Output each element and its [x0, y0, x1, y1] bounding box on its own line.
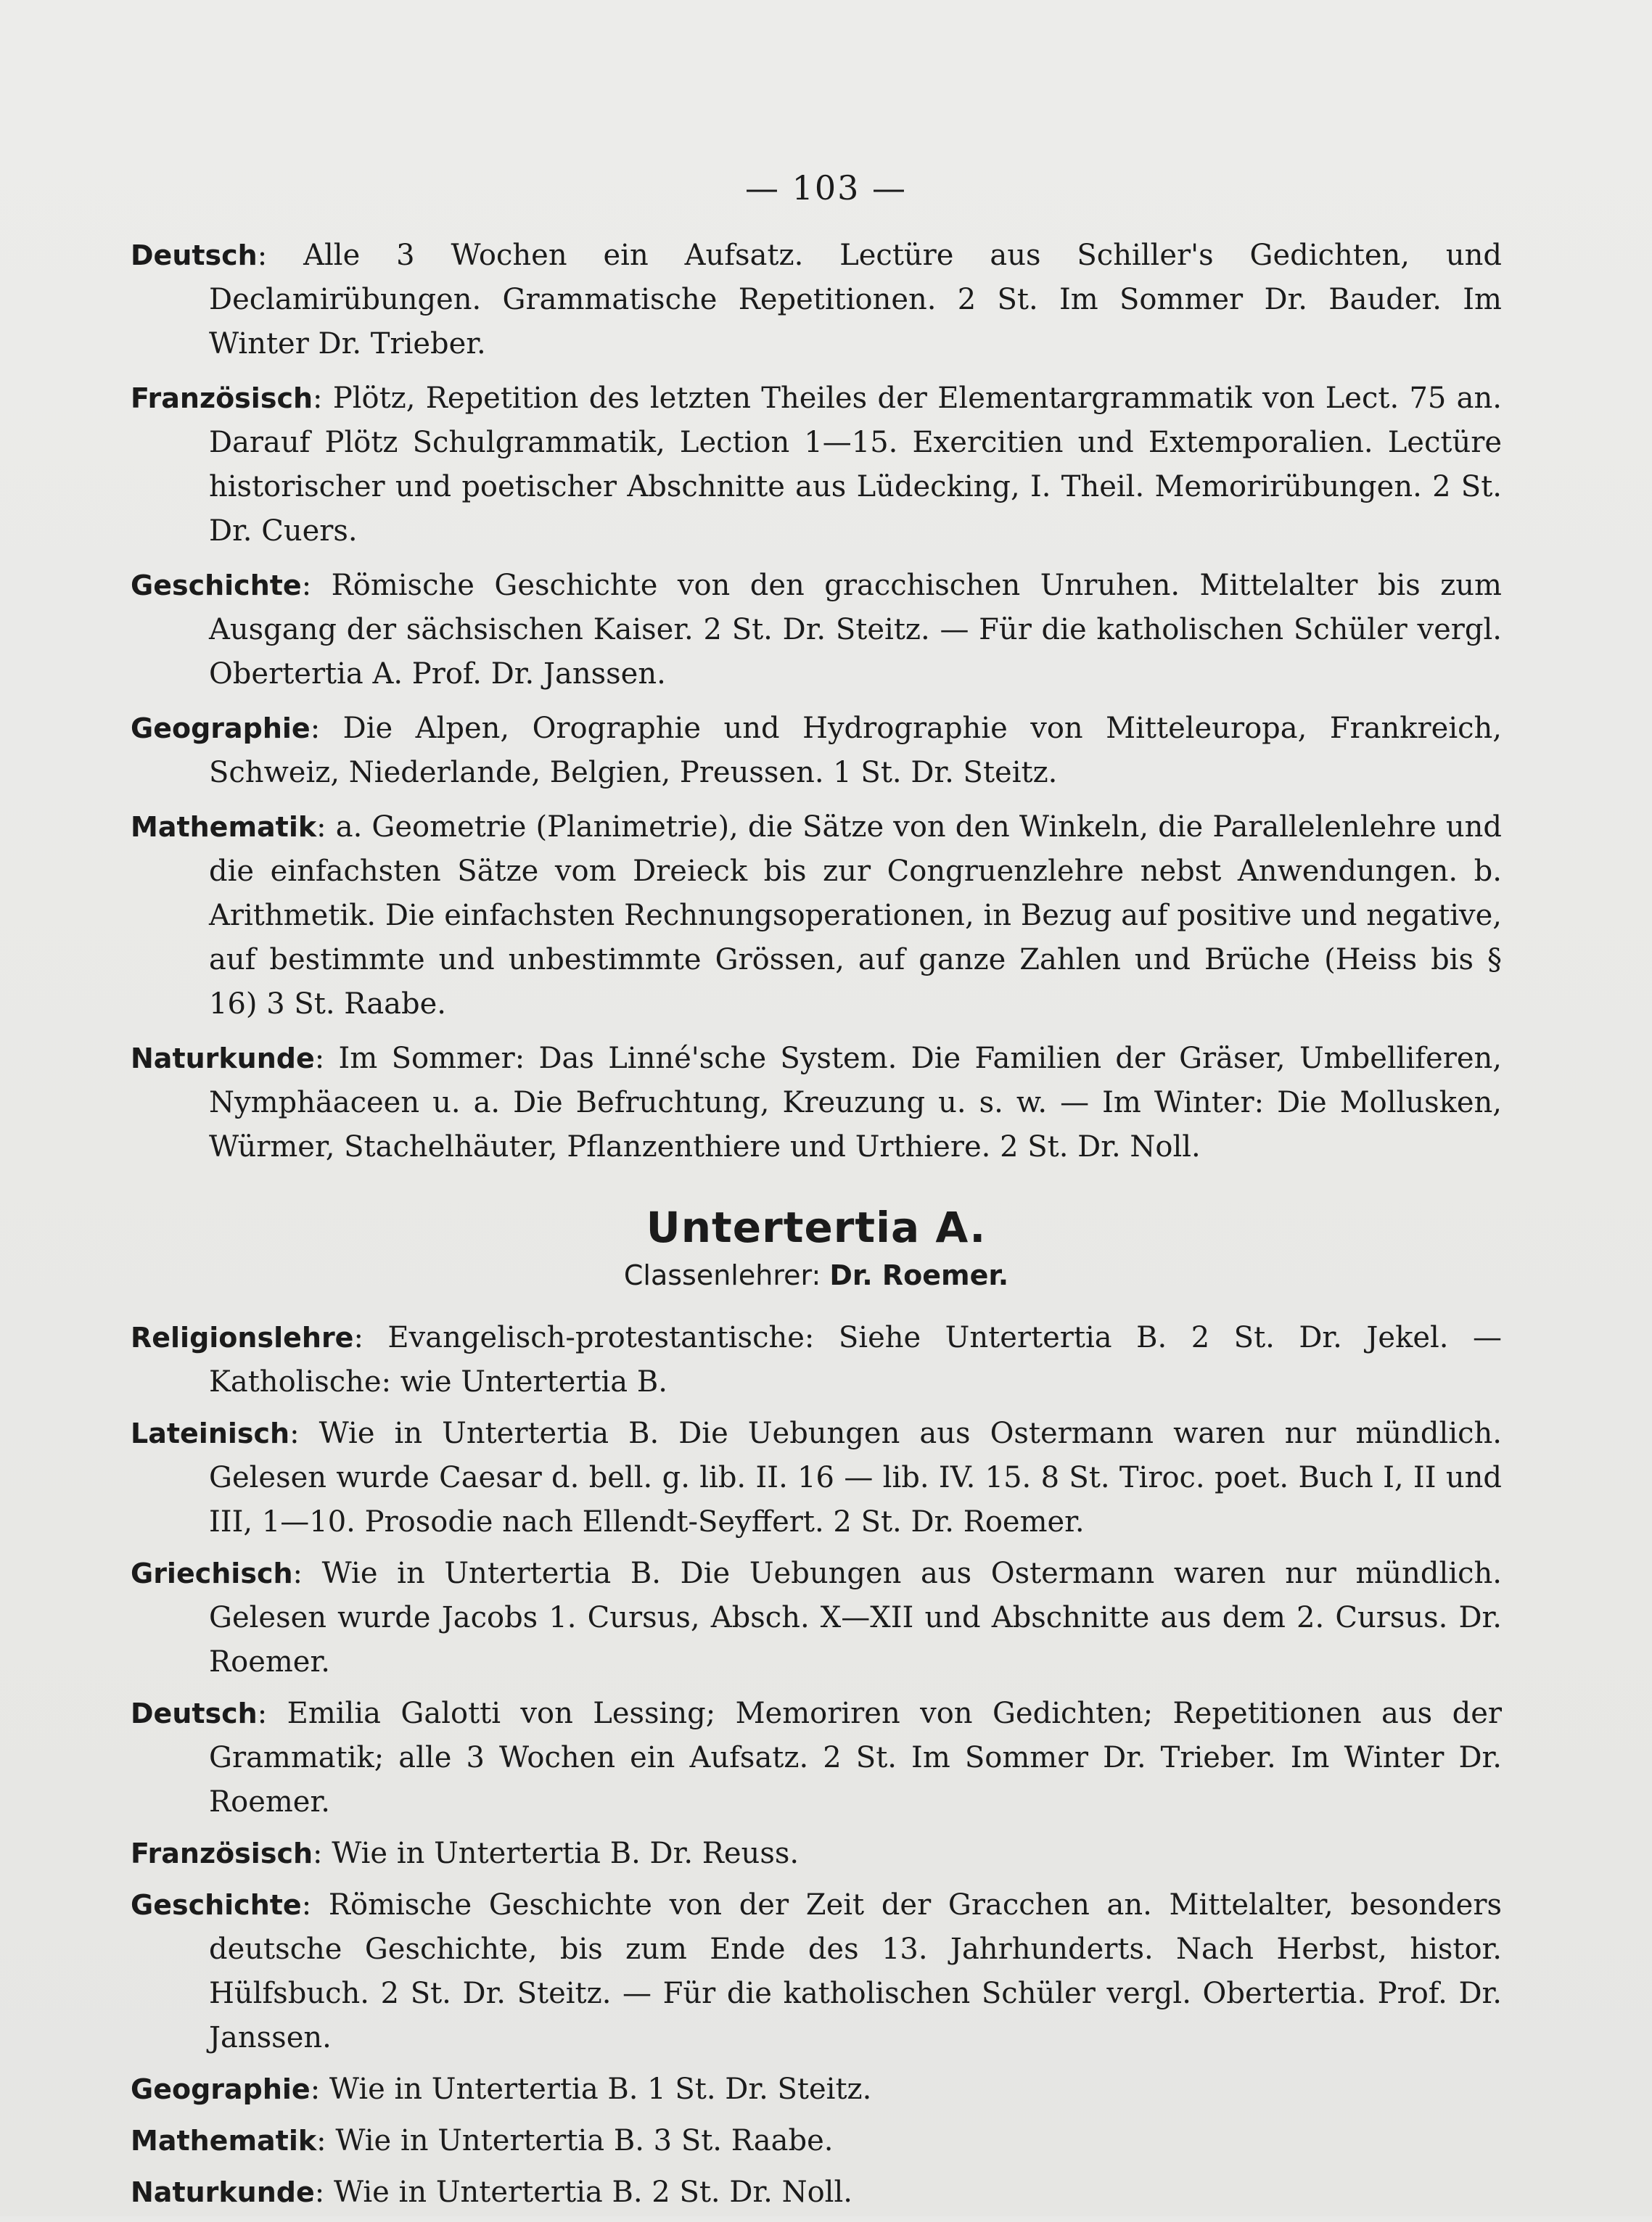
text-column [131, 234, 1502, 2222]
subject-entry [131, 2119, 1502, 2163]
subject-heading: Deutsch [131, 239, 258, 271]
subject-text: : Wie in Untertertia B. Dr. Reuss. [313, 1837, 800, 1870]
subject-heading: Religionslehre [131, 1322, 354, 1354]
subject-entry [131, 1883, 1502, 2060]
subject-text: : a. Geometrie (Planimetrie), die Sätze von den Winkeln, die Parallelenlehre und die einfachsten Sätze vom Dreieck bis zur Congruenzlehre nebst Anwendungen. b. Arithmetik. Die einfachsten Rechnungsoperationen, in Bezug auf positive und negative, auf bestimmte und unbestimmte Grössen, auf ganze Zahlen und Brüche (Heiss bis § 16) 3 St. Raabe. [209, 810, 1502, 1021]
class-teacher-label: Classenlehrer: [623, 1259, 821, 1291]
subject-heading: Geographie [131, 712, 311, 744]
subject-entry [131, 1552, 1502, 1684]
subject-heading: Deutsch [131, 1698, 258, 1729]
subject-heading: Griechisch [131, 1558, 293, 1589]
subject-heading: Geographie [131, 2073, 311, 2105]
subject-text: : Wie in Untertertia B. 3 St. Raabe. [316, 2124, 834, 2157]
subject-entry [131, 2170, 1502, 2215]
top-entries [131, 234, 1502, 1169]
subject-heading: Mathematik [131, 2125, 317, 2157]
subject-text: : Alle 3 Wochen ein Aufsatz. Lectüre aus Schiller's Gedichten, und Declamirübungen. Grammatische Repetitionen. 2 St. Im Sommer Dr. Bauder. Im Winter Dr. Trieber. [209, 239, 1502, 361]
subject-text: : Emilia Galotti von Lessing; Memoriren von Gedichten; Repetitionen aus der Grammatik; alle 3 Wochen ein Aufsatz. 2 St. Im Sommer Dr. Trieber. Im Winter Dr. Roemer. [209, 1697, 1502, 1819]
page-number: — 103 — [744, 168, 908, 207]
subject-heading: Naturkunde [131, 1042, 315, 1074]
subject-text: : Wie in Untertertia B. 1 St. Dr. Steitz. [310, 2073, 872, 2106]
subject-entry [131, 376, 1502, 554]
subject-entry [131, 1037, 1502, 1169]
subject-text: : Wie in Untertertia B. 2 St. Dr. Noll. [314, 2176, 852, 2209]
subject-entry [131, 1832, 1502, 1876]
subject-text: : Plötz, Repetition des letzten Theiles der Elementargrammatik von Lect. 75 an. Darauf Plötz Schulgrammatik, Lection 1—15. Exercitien und Extemporalien. Lectüre historischer und poetischer Abschnitte aus Lüdecking, I. Theil. Memorirübungen. 2 St. Dr. Cuers. [209, 382, 1502, 548]
subject-entry [131, 805, 1502, 1026]
subject-heading: Mathematik [131, 811, 317, 843]
subject-heading: Französisch [131, 382, 313, 414]
subject-heading: Geschichte [131, 1889, 302, 1921]
subject-entry [131, 234, 1502, 366]
subject-heading: Naturkunde [131, 2176, 315, 2208]
class-teacher-name: Dr. Roemer. [829, 1259, 1009, 1291]
section-entries [131, 1316, 1502, 2215]
subject-text: : Wie in Untertertia B. Die Uebungen aus Ostermann waren nur mündlich. Gelesen wurde Caesar d. bell. g. lib. II. 16 — lib. IV. 15. 8 St. Tiroc. poet. Buch I, II und III, 1—10. Prosodie nach Ellendt-Seyffert. 2 St. Dr. Roemer. [209, 1417, 1502, 1539]
section-title: Untertertia A. [646, 1203, 987, 1252]
subject-entry [131, 2067, 1502, 2112]
subject-text: : Römische Geschichte von den gracchischen Unruhen. Mittelalter bis zum Ausgang der sächsischen Kaiser. 2 St. Dr. Steitz. — Für die katholischen Schüler vergl. Obertertia A. Prof. Dr. Janssen. [209, 569, 1502, 691]
subject-entry [131, 1412, 1502, 1544]
subject-entry [131, 1316, 1502, 1404]
subject-heading: Geschichte [131, 569, 302, 601]
class-teacher-line [131, 1259, 1502, 1291]
subject-heading: Lateinisch [131, 1417, 290, 1449]
subject-entry [131, 564, 1502, 696]
subject-text: : Die Alpen, Orographie und Hydrographie von Mitteleuropa, Frankreich, Schweiz, Niederlande, Belgien, Preussen. 1 St. Dr. Steitz. [209, 712, 1502, 789]
subject-entry [131, 707, 1502, 795]
subject-text: : Im Sommer: Das Linné'sche System. Die Familien der Gräser, Umbelliferen, Nymphäaceen u. a. Die Befruchtung, Kreuzung u. s. w. — Im Winter: Die Mollusken, Würmer, Stachelhäuter, Pflanzenthiere und Urthiere. 2 St. Dr. Noll. [209, 1042, 1502, 1164]
subject-text: : Evangelisch-protestantische: Siehe Untertertia B. 2 St. Dr. Jekel. — Katholische: wie Untertertia B. [209, 1321, 1502, 1399]
subject-text: : Römische Geschichte von der Zeit der Gracchen an. Mittelalter, besonders deutsche Geschichte, bis zum Ende des 13. Jahrhunderts. Nach Herbst, histor. Hülfsbuch. 2 St. Dr. Steitz. — Für die katholischen Schüler vergl. Obertertia. Prof. Dr. Janssen. [209, 1888, 1502, 2054]
subject-entry [131, 1692, 1502, 1824]
subject-text: : Wie in Untertertia B. Die Uebungen aus Ostermann waren nur mündlich. Gelesen wurde Jacobs 1. Cursus, Absch. X—XII und Abschnitte aus dem 2. Cursus. Dr. Roemer. [209, 1557, 1502, 1679]
subject-heading: Französisch [131, 1838, 313, 1869]
